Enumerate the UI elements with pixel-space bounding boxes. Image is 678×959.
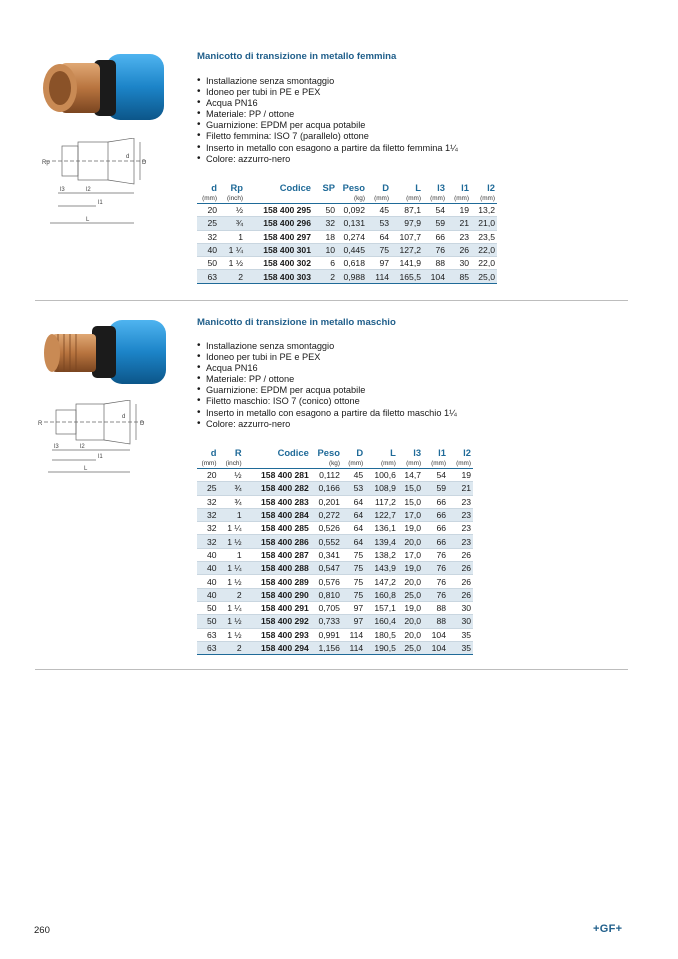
table-cell: 35 — [448, 628, 473, 641]
page-number: 260 — [34, 925, 50, 936]
table-cell: 75 — [342, 562, 365, 575]
male-coupling-drawing — [36, 400, 156, 480]
table-cell: 25,0 — [471, 270, 497, 283]
female-coupling-drawing — [36, 138, 156, 238]
col-header: d — [210, 446, 217, 458]
table-cell: 1 ½ — [219, 257, 245, 270]
feature-item: • Guarnizione: EPDM per acqua potabile — [197, 120, 458, 131]
table-cell: 114 — [342, 628, 365, 641]
unit-label: (mm) — [448, 458, 473, 469]
table-cell: 0,705 — [311, 601, 342, 614]
table-cell: 20,0 — [398, 628, 423, 641]
table-cell: 32 — [197, 495, 219, 508]
table-cell: 32 — [197, 230, 219, 243]
table-cell: 25 — [197, 217, 219, 230]
product-code: 158 400 284 — [244, 508, 311, 521]
male-coupling-photo — [38, 316, 172, 388]
table-cell: 19 — [447, 204, 471, 217]
feature-item: • Materiale: PP / ottone — [197, 109, 458, 120]
table-cell: 45 — [367, 204, 391, 217]
table-cell: 21 — [447, 217, 471, 230]
feature-list — [197, 341, 457, 430]
table-cell: 97,9 — [391, 217, 423, 230]
product-code: 158 400 289 — [244, 575, 311, 588]
table-cell: 64 — [342, 535, 365, 548]
col-header: l3 — [437, 181, 445, 193]
table-cell: 76 — [423, 562, 448, 575]
feature-item: • Acqua PN16 — [197, 98, 458, 109]
table-cell: 26 — [448, 548, 473, 561]
product-code: 158 400 293 — [244, 628, 311, 641]
table-cell: 0,576 — [311, 575, 342, 588]
table-cell: 104 — [423, 270, 447, 283]
col-header: l1 — [438, 446, 446, 458]
feature-item: • Inserto in metallo con esagono a partire da filetto maschio 1¼ — [197, 408, 457, 419]
table-cell: 14,7 — [398, 469, 423, 482]
table-cell: 114 — [342, 641, 365, 654]
table-cell: 20,0 — [398, 615, 423, 628]
table-row — [197, 243, 497, 256]
table-cell: 22,0 — [471, 257, 497, 270]
table-cell: 160,4 — [365, 615, 398, 628]
table-row — [197, 270, 497, 283]
table-row — [197, 535, 473, 548]
table-cell: 25,0 — [398, 641, 423, 654]
table-cell: 97 — [342, 615, 365, 628]
table-cell: 75 — [367, 243, 391, 256]
table-cell: 0,547 — [311, 562, 342, 575]
table-cell: 160,8 — [365, 588, 398, 601]
table-cell: ¾ — [219, 482, 244, 495]
table-cell: 64 — [367, 230, 391, 243]
table-row — [197, 508, 473, 521]
table-cell: 104 — [423, 628, 448, 641]
feature-item: • Colore: azzurro-nero — [197, 154, 458, 165]
svg-text:D: D — [142, 160, 147, 166]
table-cell: 50 — [197, 601, 219, 614]
table-cell: 1 ½ — [219, 535, 244, 548]
table-cell: 66 — [423, 230, 447, 243]
table-cell: 138,2 — [365, 548, 398, 561]
table-cell: 0,988 — [337, 270, 367, 283]
table-cell: 23 — [448, 535, 473, 548]
table-cell: 107,7 — [391, 230, 423, 243]
table-row — [197, 628, 473, 641]
table-cell: 147,2 — [365, 575, 398, 588]
table-cell: 1 ¼ — [219, 243, 245, 256]
table-cell: 23,5 — [471, 230, 497, 243]
table-cell: 87,1 — [391, 204, 423, 217]
feature-item: • Inserto in metallo con esagono a partire da filetto femmina 1¼ — [197, 143, 458, 154]
table-row — [197, 641, 473, 654]
table-cell: 64 — [342, 495, 365, 508]
col-header: l3 — [413, 446, 422, 458]
table-cell: 127,2 — [391, 243, 423, 256]
unit-label — [313, 193, 337, 204]
col-header: R — [234, 446, 242, 458]
product-code: 158 400 286 — [244, 535, 311, 548]
unit-label: (mm) — [197, 458, 219, 469]
units-row — [197, 193, 497, 204]
table-cell: 0,733 — [311, 615, 342, 628]
table-cell: 0,618 — [337, 257, 367, 270]
product-code: 158 400 290 — [244, 588, 311, 601]
svg-text:l3: l3 — [60, 187, 65, 193]
table-cell: 66 — [423, 522, 448, 535]
table-cell: 32 — [313, 217, 337, 230]
table-cell: 59 — [423, 217, 447, 230]
table-cell: 1 — [219, 230, 245, 243]
product-code: 158 400 285 — [244, 522, 311, 535]
col-header: l2 — [463, 446, 471, 458]
section-title: Manicotto di transizione in metallo maschio — [197, 317, 396, 328]
product-code: 158 400 302 — [245, 257, 313, 270]
table-header-row — [197, 181, 497, 193]
svg-text:l1: l1 — [98, 454, 103, 460]
col-header: Peso — [342, 181, 365, 193]
table-cell: 97 — [342, 601, 365, 614]
feature-item: • Guarnizione: EPDM per acqua potabile — [197, 385, 457, 396]
table-cell: 1 ¼ — [219, 562, 244, 575]
table-cell: 88 — [423, 257, 447, 270]
table-cell: 54 — [423, 469, 448, 482]
product-code: 158 400 282 — [244, 482, 311, 495]
unit-label — [245, 193, 313, 204]
table-cell: 2 — [313, 270, 337, 283]
table-cell: 26 — [448, 588, 473, 601]
table-cell: 19,0 — [398, 562, 423, 575]
brand-logo: +GF+ — [593, 923, 623, 935]
table-cell: 88 — [423, 615, 448, 628]
table-body — [197, 204, 497, 284]
table-cell: 66 — [423, 535, 448, 548]
table-cell: ½ — [219, 204, 245, 217]
table-cell: 157,1 — [365, 601, 398, 614]
unit-label: (mm) — [423, 458, 448, 469]
table-cell: 15,0 — [398, 495, 423, 508]
table-cell: 59 — [423, 482, 448, 495]
product-code: 158 400 295 — [245, 204, 313, 217]
table-cell: 0,112 — [311, 469, 342, 482]
product-code: 158 400 296 — [245, 217, 313, 230]
feature-item: • Idoneo per tubi in PE e PEX — [197, 87, 458, 98]
table-cell: 23 — [448, 508, 473, 521]
table-cell: 97 — [367, 257, 391, 270]
table-row — [197, 495, 473, 508]
unit-label: (mm) — [398, 458, 423, 469]
svg-text:Rp: Rp — [42, 160, 50, 166]
col-header: Rp — [230, 181, 243, 193]
table-cell: 20,0 — [398, 535, 423, 548]
table-cell: 139,4 — [365, 535, 398, 548]
svg-text:l3: l3 — [54, 444, 59, 450]
table-cell: 180,5 — [365, 628, 398, 641]
table-cell: 66 — [423, 495, 448, 508]
feature-item: • Acqua PN16 — [197, 363, 457, 374]
female-coupling-photo — [38, 48, 172, 128]
table-row — [197, 548, 473, 561]
table-cell: 40 — [197, 548, 219, 561]
table-cell: 76 — [423, 243, 447, 256]
table-row — [197, 575, 473, 588]
table-cell: 22,0 — [471, 243, 497, 256]
unit-label: (mm) — [423, 193, 447, 204]
table-cell: 0,272 — [311, 508, 342, 521]
table-cell: 20 — [197, 204, 219, 217]
table-cell: 104 — [423, 641, 448, 654]
table-cell: 50 — [197, 257, 219, 270]
table-row — [197, 522, 473, 535]
table-cell: 2 — [219, 641, 244, 654]
table-cell: 64 — [342, 522, 365, 535]
table-row — [197, 615, 473, 628]
col-header: d — [211, 181, 217, 193]
table-row — [197, 588, 473, 601]
table-cell: 75 — [342, 548, 365, 561]
table-header-row — [197, 446, 473, 458]
table-cell: ½ — [219, 469, 244, 482]
col-header: l1 — [461, 181, 469, 193]
svg-text:D: D — [140, 421, 145, 427]
spec-table — [197, 181, 497, 284]
table-cell: 19 — [448, 469, 473, 482]
section-divider — [35, 300, 628, 301]
table-cell: 85 — [447, 270, 471, 283]
table-cell: 35 — [448, 641, 473, 654]
table-cell: 26 — [448, 575, 473, 588]
table-cell: 2 — [219, 588, 244, 601]
table-cell: 25 — [197, 482, 219, 495]
table-cell: 40 — [197, 575, 219, 588]
table-cell: 100,6 — [365, 469, 398, 482]
table-cell: 88 — [423, 601, 448, 614]
feature-list — [197, 76, 458, 165]
feature-item: • Filetto femmina: ISO 7 (parallelo) ottone — [197, 131, 458, 142]
table-cell: 40 — [197, 588, 219, 601]
table-cell: 0,201 — [311, 495, 342, 508]
table-cell: 1 ½ — [219, 628, 244, 641]
table-row — [197, 230, 497, 243]
table-cell: 15,0 — [398, 482, 423, 495]
svg-text:d: d — [126, 154, 130, 160]
table-cell: 54 — [423, 204, 447, 217]
product-code: 158 400 281 — [244, 469, 311, 482]
col-header: Codice — [279, 181, 311, 193]
table-body — [197, 469, 473, 655]
product-code: 158 400 297 — [245, 230, 313, 243]
table-row — [197, 601, 473, 614]
table-cell: 75 — [342, 575, 365, 588]
col-header: L — [390, 446, 396, 458]
units-row — [197, 458, 473, 469]
table-cell: 21 — [448, 482, 473, 495]
table-cell: 19,0 — [398, 522, 423, 535]
table-cell: 66 — [423, 508, 448, 521]
product-code: 158 400 292 — [244, 615, 311, 628]
table-row — [197, 217, 497, 230]
col-header: D — [382, 181, 389, 193]
table-cell: 1 — [219, 508, 244, 521]
svg-text:l1: l1 — [98, 200, 103, 206]
table-cell: 0,526 — [311, 522, 342, 535]
unit-label: (mm) — [365, 458, 398, 469]
col-header: SP — [322, 181, 335, 193]
unit-label: (kg) — [311, 458, 342, 469]
table-cell: 114 — [367, 270, 391, 283]
col-header: l2 — [487, 181, 495, 193]
table-cell: 40 — [197, 243, 219, 256]
feature-item: • Installazione senza smontaggio — [197, 76, 458, 87]
table-cell: 1 ½ — [219, 575, 244, 588]
table-cell: 10 — [313, 243, 337, 256]
table-cell: 32 — [197, 535, 219, 548]
table-cell: 76 — [423, 575, 448, 588]
table-cell: 165,5 — [391, 270, 423, 283]
table-cell: 6 — [313, 257, 337, 270]
table-cell: 0,991 — [311, 628, 342, 641]
product-code: 158 400 294 — [244, 641, 311, 654]
table-cell: 190,5 — [365, 641, 398, 654]
table-cell: 0,552 — [311, 535, 342, 548]
product-code: 158 400 291 — [244, 601, 311, 614]
product-code: 158 400 283 — [244, 495, 311, 508]
table-cell: 23 — [448, 522, 473, 535]
table-cell: 141,9 — [391, 257, 423, 270]
svg-text:L: L — [86, 217, 90, 223]
table-cell: 0,341 — [311, 548, 342, 561]
table-cell: 20 — [197, 469, 219, 482]
product-code: 158 400 303 — [245, 270, 313, 283]
section-divider — [35, 669, 628, 670]
table-cell: 0,092 — [337, 204, 367, 217]
feature-item: • Filetto maschio: ISO 7 (conico) ottone — [197, 396, 457, 407]
table-row — [197, 204, 497, 217]
table-cell: 1,156 — [311, 641, 342, 654]
spec-table — [197, 446, 473, 655]
table-cell: 1 ¼ — [219, 522, 244, 535]
section-title: Manicotto di transizione in metallo femmina — [197, 51, 397, 62]
table-cell: 136,1 — [365, 522, 398, 535]
table-row — [197, 482, 473, 495]
table-cell: 23 — [447, 230, 471, 243]
col-header: L — [415, 181, 421, 193]
table-cell: 17,0 — [398, 548, 423, 561]
unit-label: (inch) — [219, 458, 244, 469]
table-cell: 64 — [342, 508, 365, 521]
table-cell: 0,810 — [311, 588, 342, 601]
product-code: 158 400 301 — [245, 243, 313, 256]
table-cell: 2 — [219, 270, 245, 283]
table-row — [197, 562, 473, 575]
table-cell: 23 — [448, 495, 473, 508]
table-cell: 76 — [423, 588, 448, 601]
table-cell: 1 — [219, 548, 244, 561]
table-cell: ¾ — [219, 495, 244, 508]
table-cell: 63 — [197, 628, 219, 641]
table-cell: 53 — [367, 217, 391, 230]
table-row — [197, 257, 497, 270]
svg-text:d: d — [122, 414, 126, 420]
table-cell: 13,2 — [471, 204, 497, 217]
unit-label: (inch) — [219, 193, 245, 204]
table-cell: 50 — [197, 615, 219, 628]
col-header: Peso — [317, 446, 340, 458]
table-cell: 0,131 — [337, 217, 367, 230]
table-row — [197, 469, 473, 482]
feature-item: • Installazione senza smontaggio — [197, 341, 457, 352]
col-header: Codice — [277, 446, 309, 458]
table-cell: 63 — [197, 270, 219, 283]
table-cell: 32 — [197, 508, 219, 521]
unit-label — [244, 458, 311, 469]
svg-text:l2: l2 — [80, 444, 85, 450]
table-cell: 117,2 — [365, 495, 398, 508]
svg-text:l2: l2 — [86, 187, 91, 193]
col-header: D — [356, 446, 364, 458]
table-cell: 26 — [447, 243, 471, 256]
unit-label: (mm) — [367, 193, 391, 204]
table-cell: 18 — [313, 230, 337, 243]
table-cell: 50 — [313, 204, 337, 217]
table-cell: 0,274 — [337, 230, 367, 243]
unit-label: (mm) — [197, 193, 219, 204]
table-cell: 0,445 — [337, 243, 367, 256]
svg-text:L: L — [84, 466, 88, 472]
table-cell: 25,0 — [398, 588, 423, 601]
feature-item: • Materiale: PP / ottone — [197, 374, 457, 385]
table-cell: 75 — [342, 588, 365, 601]
table-cell: 17,0 — [398, 508, 423, 521]
table-cell: 30 — [447, 257, 471, 270]
table-cell: 30 — [448, 601, 473, 614]
table-cell: 40 — [197, 562, 219, 575]
svg-text:R: R — [38, 421, 43, 427]
feature-item: • Idoneo per tubi in PE e PEX — [197, 352, 457, 363]
table-cell: 53 — [342, 482, 365, 495]
table-cell: 20,0 — [398, 575, 423, 588]
table-cell: 76 — [423, 548, 448, 561]
product-code: 158 400 287 — [244, 548, 311, 561]
feature-item: • Colore: azzurro-nero — [197, 419, 457, 430]
table-cell: 122,7 — [365, 508, 398, 521]
table-cell: 108,9 — [365, 482, 398, 495]
table-cell: 143,9 — [365, 562, 398, 575]
table-cell: 1 ½ — [219, 615, 244, 628]
table-cell: 45 — [342, 469, 365, 482]
table-cell: 63 — [197, 641, 219, 654]
unit-label: (mm) — [471, 193, 497, 204]
product-code: 158 400 288 — [244, 562, 311, 575]
table-cell: 26 — [448, 562, 473, 575]
table-cell: 0,166 — [311, 482, 342, 495]
unit-label: (mm) — [447, 193, 471, 204]
unit-label: (mm) — [391, 193, 423, 204]
table-cell: ¾ — [219, 217, 245, 230]
table-cell: 30 — [448, 615, 473, 628]
table-cell: 1 ¼ — [219, 601, 244, 614]
table-cell: 21,0 — [471, 217, 497, 230]
unit-label: (kg) — [337, 193, 367, 204]
table-cell: 19,0 — [398, 601, 423, 614]
table-cell: 32 — [197, 522, 219, 535]
unit-label: (mm) — [342, 458, 365, 469]
